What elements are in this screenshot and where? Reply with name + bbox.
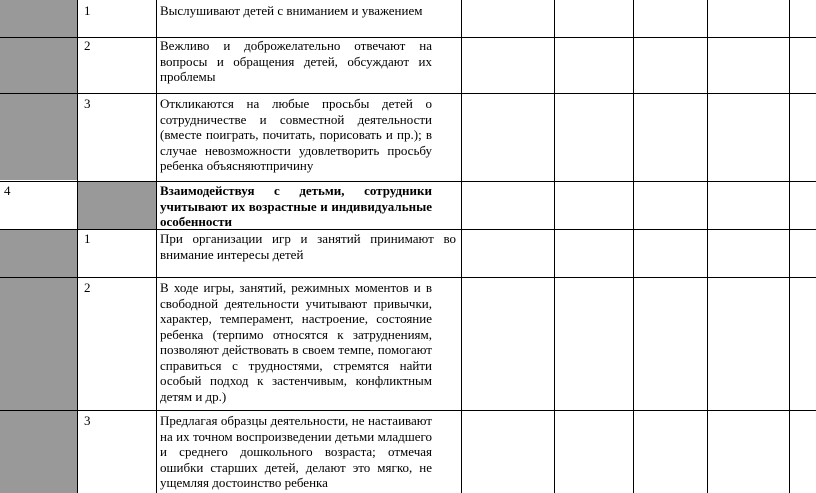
criterion-text: В ходе игры, занятий, режимных моментов и в свободной деятельности учитывают привычки, характер, темперамент, настроение, состояние ребенка (терпимо относятся к затруднениям, позволяют действовать в своем темпе, помогают справиться с трудностями, стремятся найти особый подход к застенчивым, конфликтным детям и др.) xyxy=(160,280,432,404)
section-number: 4 xyxy=(4,183,11,198)
gray-cell xyxy=(0,411,77,493)
column-border xyxy=(633,0,634,493)
section-heading: Взаимодействуя с детьми, сотрудники учитывают их возрастные и индивидуальные особенности xyxy=(160,183,432,229)
gray-cell xyxy=(0,38,77,93)
criterion-text: Вежливо и доброжелательно отвечают на вопросы и обращения детей, обсуждают их проблемы xyxy=(160,38,432,84)
row-number: 1 xyxy=(84,3,91,18)
column-border xyxy=(789,0,790,493)
gray-cell xyxy=(0,230,77,277)
row-number: 3 xyxy=(84,413,91,428)
row-border xyxy=(0,410,816,411)
column-border xyxy=(461,0,462,493)
row-number: 2 xyxy=(84,38,91,53)
column-border xyxy=(707,0,708,493)
row-border xyxy=(0,93,816,94)
row-number: 3 xyxy=(84,96,91,111)
column-border xyxy=(156,0,157,493)
column-border xyxy=(554,0,555,493)
row-number: 1 xyxy=(84,231,91,246)
column-border xyxy=(77,0,78,493)
criterion-text: Предлагая образцы деятельности, не настаивают на их точном воспроизведении детьми младшего и среднего дошкольного возраста; отмечая ошибки старших детей, делают это мягко, не ущемляя достоинство ребенка xyxy=(160,413,432,490)
row-number: 2 xyxy=(84,280,91,295)
criterion-text: Выслушивают детей с вниманием и уважением xyxy=(160,3,423,18)
gray-cell xyxy=(78,182,156,229)
row-border xyxy=(0,181,816,182)
gray-cell xyxy=(0,278,77,410)
gray-cell xyxy=(0,94,77,180)
row-border xyxy=(0,277,816,278)
criterion-text: При организации игр и занятий принимают во внимание интересы детей xyxy=(160,231,456,262)
criterion-text: Откликаются на любые просьбы детей о сотрудничестве и совместной деятельности (вместе поиграть, почитать, порисовать и пр.); в случае невозможности удовлетворить просьбу ребенка объясняютпричину xyxy=(160,96,432,173)
gray-cell xyxy=(0,0,77,37)
